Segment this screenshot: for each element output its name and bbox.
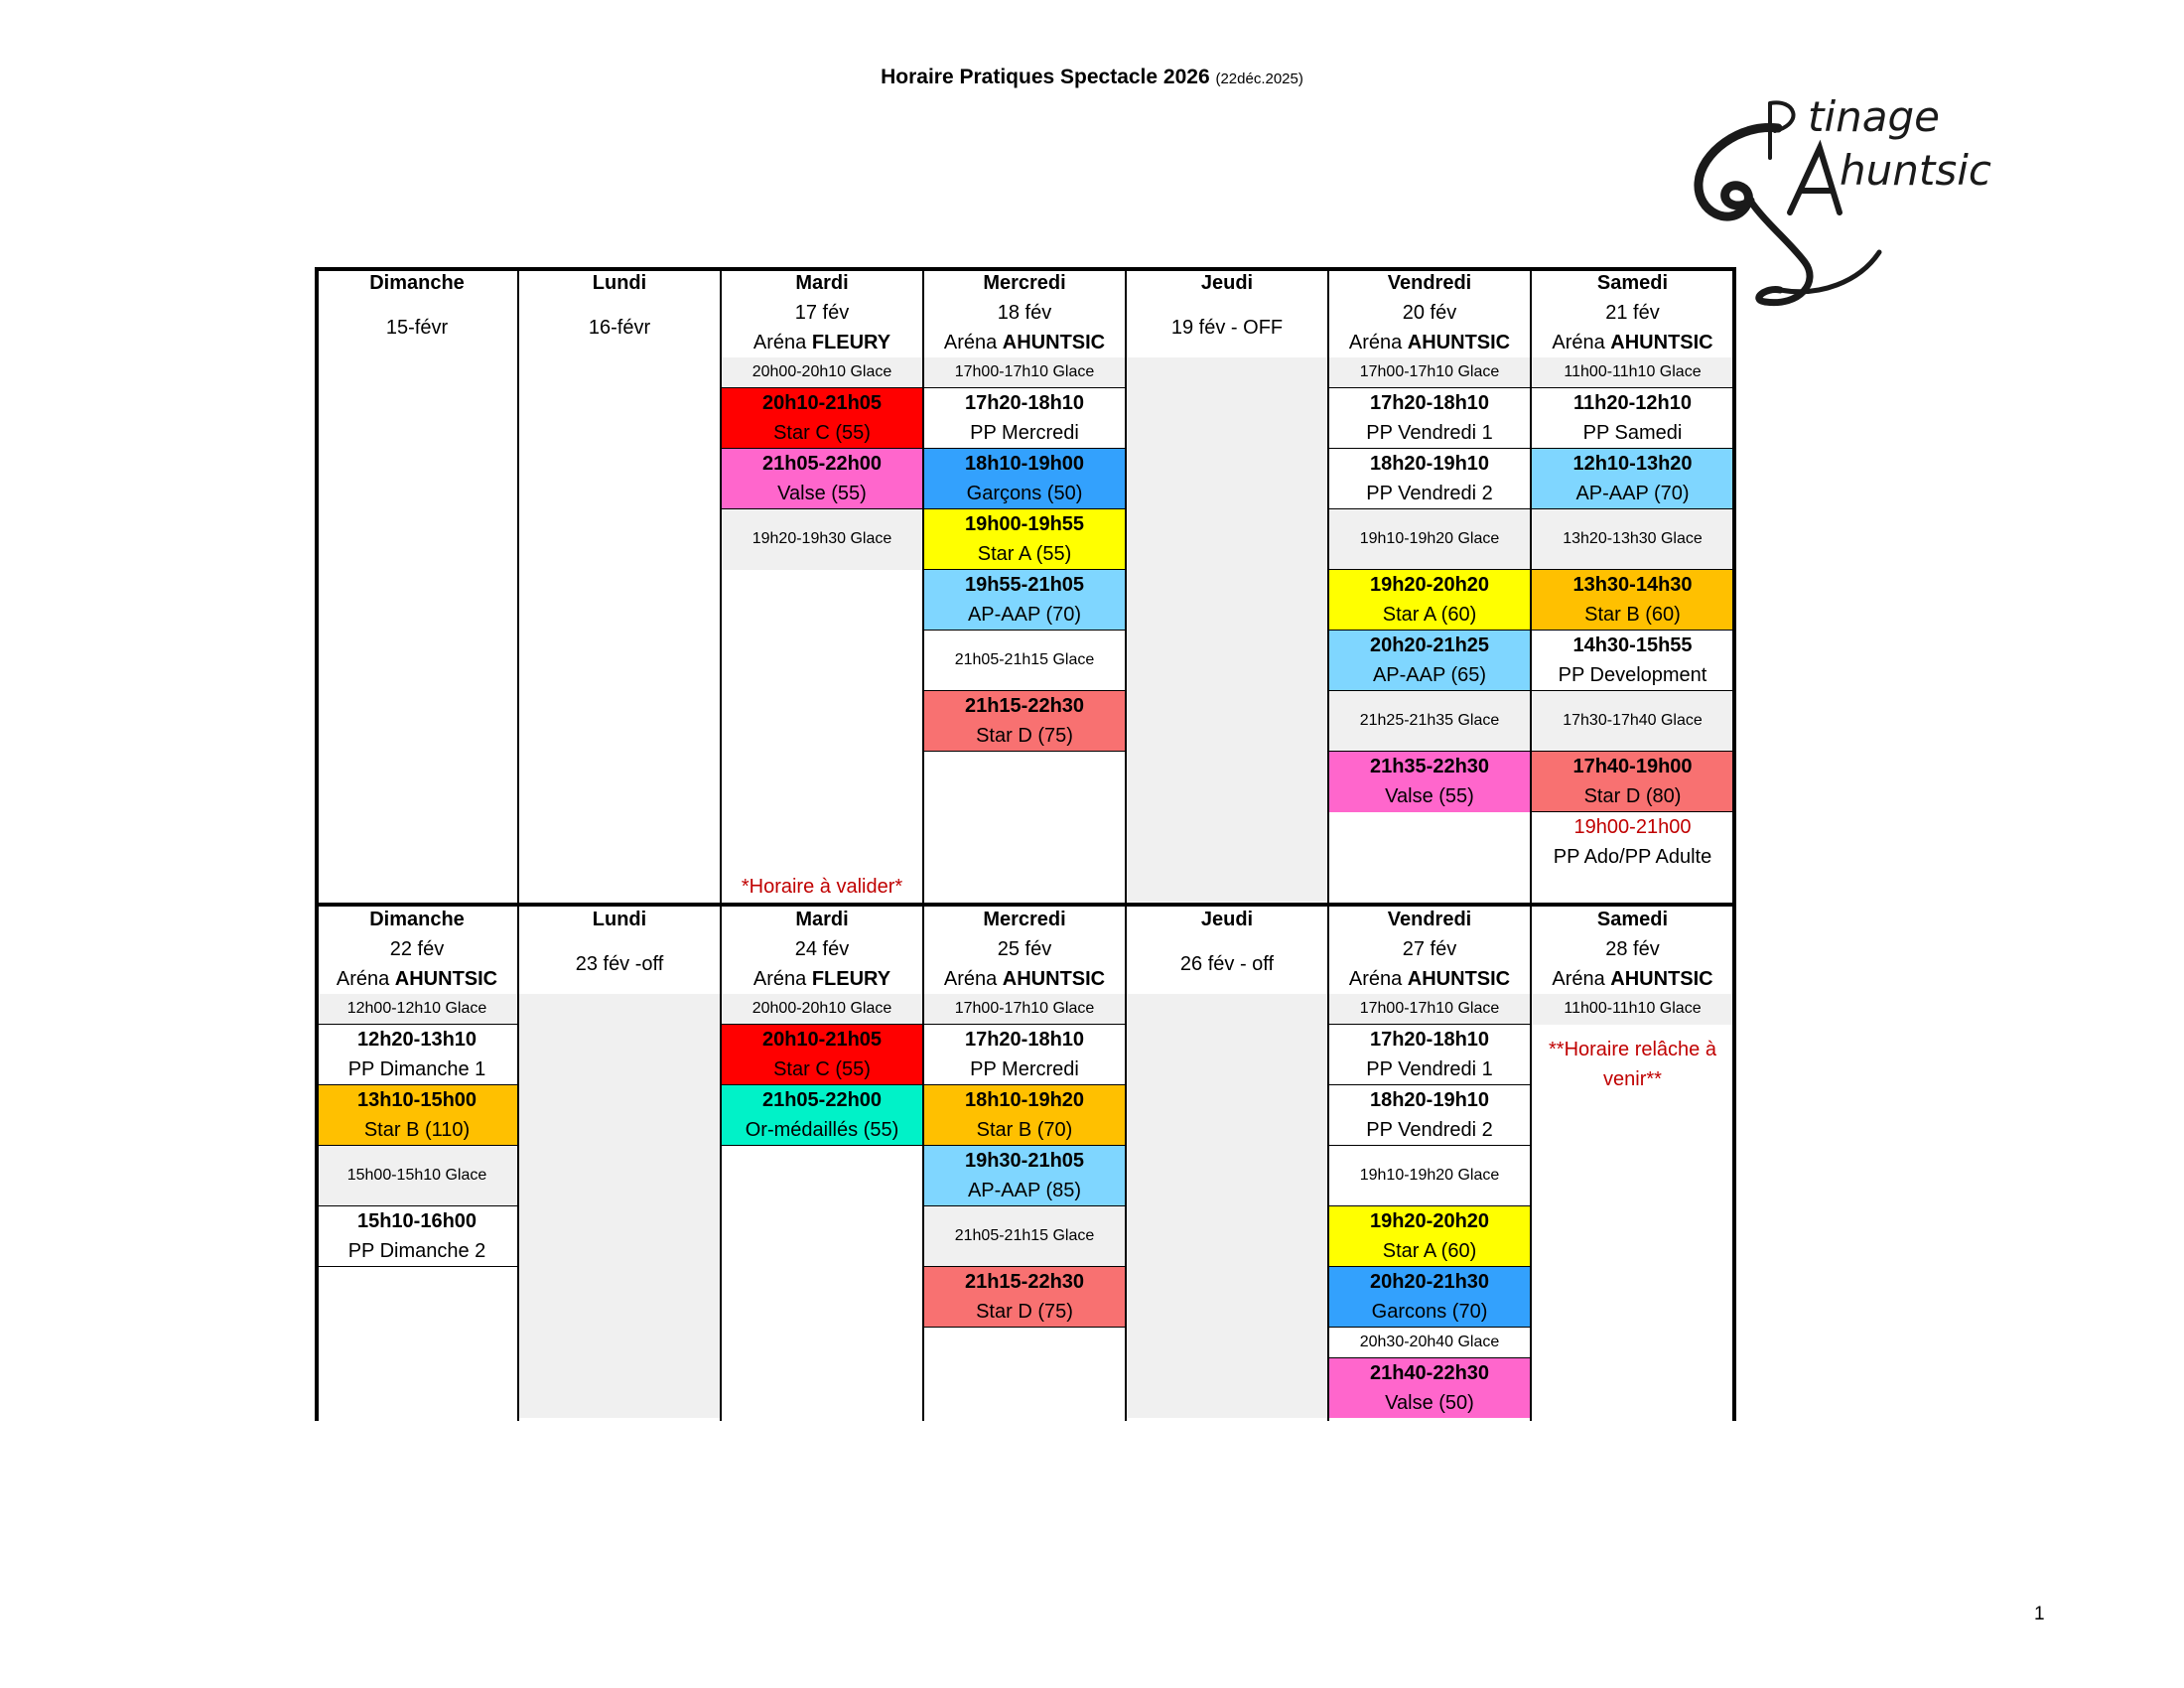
slot-group: Star C (55) [721,1055,923,1085]
glace-slot: 15h00-15h10 Glace [316,1146,518,1206]
table-border-top [315,267,1735,271]
samedi-note-cell [1531,1025,1734,1419]
day-name-vendredi: Vendredi [1387,271,1472,294]
glace-slot: 19h20-19h30 Glace [721,509,923,570]
empty-cell [721,570,923,873]
glace-slot: 11h00-11h10 Glace [1531,357,1734,388]
day-date-jeudi: 26 fév - off [1179,952,1275,975]
day-name-mercredi: Mercredi [983,908,1066,930]
arena-name: FLEURY [811,967,891,990]
off-day-cell [1126,357,1328,902]
arena-samedi [1531,964,1734,994]
day-date-mardi: 24 fév [794,937,850,960]
arena-name: AHUNTSIC [394,967,498,990]
column-divider [1530,270,1532,1421]
slot-time: 17h20-18h10 [923,388,1126,419]
column-divider [517,270,519,1421]
day-date-lundi: 23 fév -off [575,952,664,975]
day-date-jeudi: 19 fév - OFF [1170,316,1284,339]
slot-time: 13h10-15h00 [316,1085,518,1116]
arena-mercredi [923,328,1126,357]
day-name-mercredi: Mercredi [983,271,1066,294]
relache-note: **Horaire relâche à venir** [1549,1038,1716,1090]
slot-time: 17h20-18h10 [923,1025,1126,1055]
empty-cell [923,752,1126,903]
slot-time: 12h20-13h10 [316,1025,518,1055]
slot-time: 19h55-21h05 [923,570,1126,601]
slot-group: PP Dimanche 1 [347,1057,486,1080]
glace-slot: 21h25-21h35 Glace [1328,691,1531,752]
column-divider [1327,270,1329,1421]
day-date-samedi: 21 fév [1605,301,1660,324]
empty-cell [721,1146,923,1419]
table-border-right [1732,267,1736,1421]
slot-time: 19h00-21h00 [1573,815,1692,838]
slot-time: 17h20-18h10 [1328,388,1531,419]
empty-cell [316,1267,518,1419]
title-date: (22déc.2025) [1215,70,1303,87]
arena-prefix: Aréna [1552,967,1611,990]
slot-time: 12h10-13h20 [1531,449,1734,480]
arena-prefix: Aréna [336,967,395,990]
slot-time: 21h05-22h00 [721,449,923,480]
day-name-mardi: Mardi [795,271,849,294]
slot-group: AP-AAP (70) [923,600,1126,631]
day-date-mardi: 17 fév [794,301,850,324]
arena-name: AHUNTSIC [1407,331,1511,353]
arena-prefix: Aréna [943,967,1003,990]
slot-group: PP Samedi [1582,421,1683,444]
glace-slot: 20h00-20h10 Glace [721,994,923,1025]
slot-time: 11h20-12h10 [1531,388,1734,419]
off-day-cell [518,994,721,1418]
slot-group: Star A (60) [1328,600,1531,631]
arena-prefix: Aréna [1552,331,1611,353]
arena-prefix: Aréna [1348,967,1408,990]
slot-time: 21h05-22h00 [721,1085,923,1116]
slot-time: 17h20-18h10 [1328,1025,1531,1055]
day-date-dimanche: 15-févr [385,316,449,339]
arena-mardi [721,328,923,357]
slot-time: 20h10-21h05 [721,1025,923,1055]
arena-dimanche [316,964,518,994]
schedule-week-2 [316,905,1734,1418]
slot-group: PP Vendredi 1 [1366,421,1493,444]
page-number: 1 [2034,1604,2045,1624]
slot-group: AP-AAP (70) [1531,479,1734,509]
day-name-dimanche: Dimanche [369,271,465,294]
schedule-week-1 [316,268,1734,902]
slot-group: Star D (80) [1531,781,1734,812]
slot-group: PP Development [1531,660,1734,691]
column-divider [720,270,722,1421]
slot-group: Or-médaillés (55) [721,1115,923,1146]
table-border-left [315,267,319,1421]
slot-group: AP-AAP (65) [1328,660,1531,691]
slot-time: 18h10-19h00 [923,449,1126,480]
day-date-mercredi: 18 fév [997,301,1052,324]
slot-time: 14h30-15h55 [1531,631,1734,661]
slot-group: PP Ado/PP Adulte [1553,845,1712,868]
glace-slot: 20h00-20h10 Glace [721,357,923,388]
slot-group: PP Vendredi 2 [1328,1115,1531,1146]
arena-mardi [721,964,923,994]
glace-slot: 17h00-17h10 Glace [1328,357,1531,388]
slot-group: Garçons (50) [923,479,1126,509]
day-name-mardi: Mardi [795,908,849,930]
slot-group: Star D (75) [923,1297,1126,1328]
slot-group: Star D (75) [923,721,1126,752]
arena-prefix: Aréna [943,331,1003,353]
slot-time: 19h20-20h20 [1328,570,1531,601]
day-date-vendredi: 20 fév [1402,301,1457,324]
arena-prefix: Aréna [752,967,812,990]
slot-time: 21h15-22h30 [923,691,1126,722]
arena-vendredi [1328,964,1531,994]
slot-group: Star A (55) [923,539,1126,570]
glace-slot: 17h00-17h10 Glace [923,994,1126,1025]
glace-slot: 11h00-11h10 Glace [1531,994,1734,1025]
arena-name: AHUNTSIC [1407,967,1511,990]
slot-group: Star B (110) [316,1115,518,1146]
arena-prefix: Aréna [752,331,812,353]
svg-text:tinage: tinage [1808,92,1940,141]
slot-group: Valse (55) [721,479,923,509]
arena-name: AHUNTSIC [1610,967,1713,990]
glace-slot: 20h30-20h40 Glace [1328,1328,1531,1358]
slot-time: 21h35-22h30 [1328,752,1531,782]
glace-slot: 21h05-21h15 Glace [923,631,1126,691]
slot-time: 20h20-21h25 [1328,631,1531,661]
day-date-dimanche: 22 fév [389,937,445,960]
off-day-cell [1126,994,1328,1418]
day-date-mercredi: 25 fév [997,937,1052,960]
slot-group: PP Dimanche 2 [316,1236,518,1267]
slot-time: 19h00-19h55 [923,509,1126,540]
slot-time: 21h40-22h30 [1328,1358,1531,1389]
slot-group: Star B (60) [1531,600,1734,631]
day-name-jeudi: Jeudi [1200,908,1254,930]
day-date-vendredi: 27 fév [1402,937,1457,960]
slot-time: 18h10-19h20 [923,1085,1126,1116]
slot-note: *Horaire à valider* [741,875,903,898]
day-name-lundi: Lundi [592,908,647,930]
slot-time: 13h30-14h30 [1531,570,1734,601]
glace-slot: 17h00-17h10 Glace [1328,994,1531,1025]
slot-group: Valse (50) [1328,1388,1531,1418]
slot-time: 17h40-19h00 [1531,752,1734,782]
day-name-samedi: Samedi [1596,908,1669,930]
slot-time: 20h20-21h30 [1328,1267,1531,1298]
glace-slot: 17h00-17h10 Glace [923,357,1126,388]
slot-group: Star B (70) [923,1115,1126,1146]
glace-slot: 19h10-19h20 Glace [1328,509,1531,570]
slot-group: PP Vendredi 2 [1328,479,1531,509]
svg-text:huntsic: huntsic [1840,146,1991,195]
empty-cell [1328,812,1531,903]
day-date-samedi: 28 fév [1605,937,1660,960]
column-divider [1125,270,1127,1421]
slot-group: AP-AAP (85) [923,1176,1126,1206]
arena-name: AHUNTSIC [1610,331,1713,353]
column-divider [922,270,924,1421]
slot-time: 20h10-21h05 [721,388,923,419]
arena-name: AHUNTSIC [1002,331,1106,353]
glace-slot: 21h05-21h15 Glace [923,1206,1126,1267]
arena-samedi [1531,328,1734,357]
slot-time: 21h15-22h30 [923,1267,1126,1298]
day-name-lundi: Lundi [592,271,647,294]
day-date-lundi: 16-févr [588,316,651,339]
slot-time: 19h20-20h20 [1328,1206,1531,1237]
glace-slot: 19h10-19h20 Glace [1328,1146,1531,1206]
slot-group: Star C (55) [721,418,923,449]
empty-cell [316,357,518,902]
slot-group: Valse (55) [1328,781,1531,812]
slot-time: 18h20-19h10 [1328,449,1531,480]
slot-group: Garcons (70) [1328,1297,1531,1328]
slot-group: PP Vendredi 1 [1366,1057,1493,1080]
glace-slot: 12h00-12h10 Glace [316,994,518,1025]
slot-group: PP Mercredi [970,1057,1079,1080]
arena-prefix: Aréna [1348,331,1408,353]
arena-name: FLEURY [811,331,891,353]
slot-time: 15h10-16h00 [316,1206,518,1237]
slot-group: PP Mercredi [970,421,1079,444]
slot-time: 19h30-21h05 [923,1146,1126,1177]
day-name-vendredi: Vendredi [1387,908,1472,930]
empty-cell [518,357,721,902]
arena-name: AHUNTSIC [1002,967,1106,990]
arena-mercredi [923,964,1126,994]
day-name-jeudi: Jeudi [1200,271,1254,294]
arena-vendredi [1328,328,1531,357]
day-name-samedi: Samedi [1596,271,1669,294]
day-name-dimanche: Dimanche [369,908,465,930]
slot-time: 18h20-19h10 [1328,1085,1531,1116]
week-divider [315,903,1735,907]
empty-cell [923,1328,1126,1419]
glace-slot: 13h20-13h30 Glace [1531,509,1734,570]
title-text: Horaire Pratiques Spectacle 2026 [881,66,1210,88]
glace-slot: 17h30-17h40 Glace [1531,691,1734,752]
slot-group: Star A (60) [1328,1236,1531,1267]
